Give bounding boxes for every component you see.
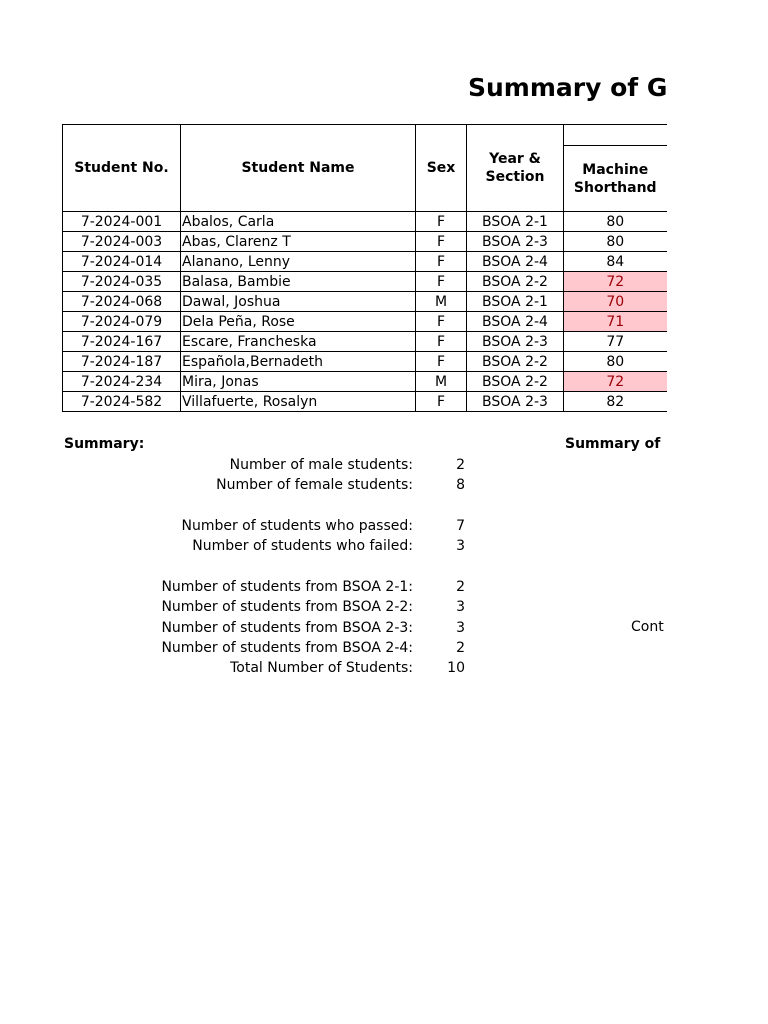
header-machine-shorthand: Machine Shorthand: [564, 146, 667, 212]
sex-cell: M: [416, 292, 467, 312]
summary-stat-value: 3: [456, 538, 465, 554]
summary-stat-label: Number of students from BSOA 2-2:: [161, 599, 413, 615]
sex-cell: M: [416, 372, 467, 392]
summary-stat-value: 10: [447, 660, 465, 676]
student-no-cell: 7-2024-582: [63, 392, 181, 412]
student-name-cell: Abalos, Carla: [181, 212, 416, 232]
section-cell: BSOA 2-3: [467, 332, 564, 352]
sex-cell: F: [416, 272, 467, 292]
section-cell: BSOA 2-1: [467, 292, 564, 312]
grade-cell: 71: [564, 312, 667, 332]
sex-cell: F: [416, 212, 467, 232]
section-cell: BSOA 2-3: [467, 232, 564, 252]
table-row: [63, 332, 667, 352]
summary-stat-label: Number of students from BSOA 2-1:: [161, 579, 413, 595]
header-sex: Sex: [416, 125, 467, 212]
header-student-no: Student No.: [63, 125, 181, 212]
summary-stat-label: Number of students from BSOA 2-4:: [161, 640, 413, 656]
table-row: [63, 272, 667, 292]
summary-of-label: Summary of: [565, 436, 661, 452]
summary-stat-label: Number of students from BSOA 2-3:: [161, 620, 413, 636]
grade-cell: 72: [564, 372, 667, 392]
student-no-cell: 7-2024-187: [63, 352, 181, 372]
section-cell: BSOA 2-2: [467, 272, 564, 292]
section-cell: BSOA 2-3: [467, 392, 564, 412]
grade-cell: 77: [564, 332, 667, 352]
student-no-cell: 7-2024-003: [63, 232, 181, 252]
summary-stat-value: 3: [456, 620, 465, 636]
header-student-name: Student Name: [181, 125, 416, 212]
page-title: Summary of G: [468, 73, 668, 102]
student-no-cell: 7-2024-167: [63, 332, 181, 352]
header-year-section: Year & Section: [467, 125, 564, 212]
student-name-cell: Mira, Jonas: [181, 372, 416, 392]
student-name-cell: Dela Peña, Rose: [181, 312, 416, 332]
student-name-cell: Villafuerte, Rosalyn: [181, 392, 416, 412]
summary-stat-label: Number of male students:: [229, 457, 413, 473]
summary-stat-label: Number of female students:: [216, 477, 413, 493]
summary-stat-value: 8: [456, 477, 465, 493]
student-name-cell: Española,Bernadeth: [181, 352, 416, 372]
table-row: [63, 372, 667, 392]
summary-stat-value: 7: [456, 518, 465, 534]
cont-label: Cont: [631, 619, 664, 635]
table-row: [63, 352, 667, 372]
table-row: [63, 392, 667, 412]
summary-stat-label: Number of students who failed:: [192, 538, 413, 554]
table-row: [63, 232, 667, 252]
sex-cell: F: [416, 392, 467, 412]
student-name-cell: Dawal, Joshua: [181, 292, 416, 312]
grade-cell: 70: [564, 292, 667, 312]
grade-cell: 82: [564, 392, 667, 412]
student-no-cell: 7-2024-234: [63, 372, 181, 392]
summary-stat-value: 2: [456, 457, 465, 473]
table-row: [63, 292, 667, 312]
student-no-cell: 7-2024-079: [63, 312, 181, 332]
section-cell: BSOA 2-4: [467, 312, 564, 332]
section-cell: BSOA 2-2: [467, 372, 564, 392]
grade-cell: 80: [564, 352, 667, 372]
grade-cell: 84: [564, 252, 667, 272]
student-name-cell: Alanano, Lenny: [181, 252, 416, 272]
grade-cell: 80: [564, 212, 667, 232]
header-group-blank: [564, 125, 667, 146]
table-row: [63, 212, 667, 232]
grade-cell: 72: [564, 272, 667, 292]
student-no-cell: 7-2024-014: [63, 252, 181, 272]
grades-table: [62, 124, 666, 412]
sex-cell: F: [416, 352, 467, 372]
table-row: [63, 252, 667, 272]
summary-stat-label: Number of students who passed:: [181, 518, 413, 534]
summary-stat-value: 3: [456, 599, 465, 615]
section-cell: BSOA 2-1: [467, 212, 564, 232]
table-row: [63, 312, 667, 332]
summary-label: Summary:: [64, 436, 145, 452]
student-name-cell: Escare, Francheska: [181, 332, 416, 352]
student-no-cell: 7-2024-035: [63, 272, 181, 292]
student-no-cell: 7-2024-001: [63, 212, 181, 232]
student-no-cell: 7-2024-068: [63, 292, 181, 312]
student-name-cell: Abas, Clarenz T: [181, 232, 416, 252]
sex-cell: F: [416, 252, 467, 272]
section-cell: BSOA 2-4: [467, 252, 564, 272]
summary-stat-label: Total Number of Students:: [230, 660, 413, 676]
section-cell: BSOA 2-2: [467, 352, 564, 372]
grade-cell: 80: [564, 232, 667, 252]
sex-cell: F: [416, 312, 467, 332]
summary-stat-value: 2: [456, 579, 465, 595]
sex-cell: F: [416, 232, 467, 252]
sex-cell: F: [416, 332, 467, 352]
summary-stat-value: 2: [456, 640, 465, 656]
student-name-cell: Balasa, Bambie: [181, 272, 416, 292]
